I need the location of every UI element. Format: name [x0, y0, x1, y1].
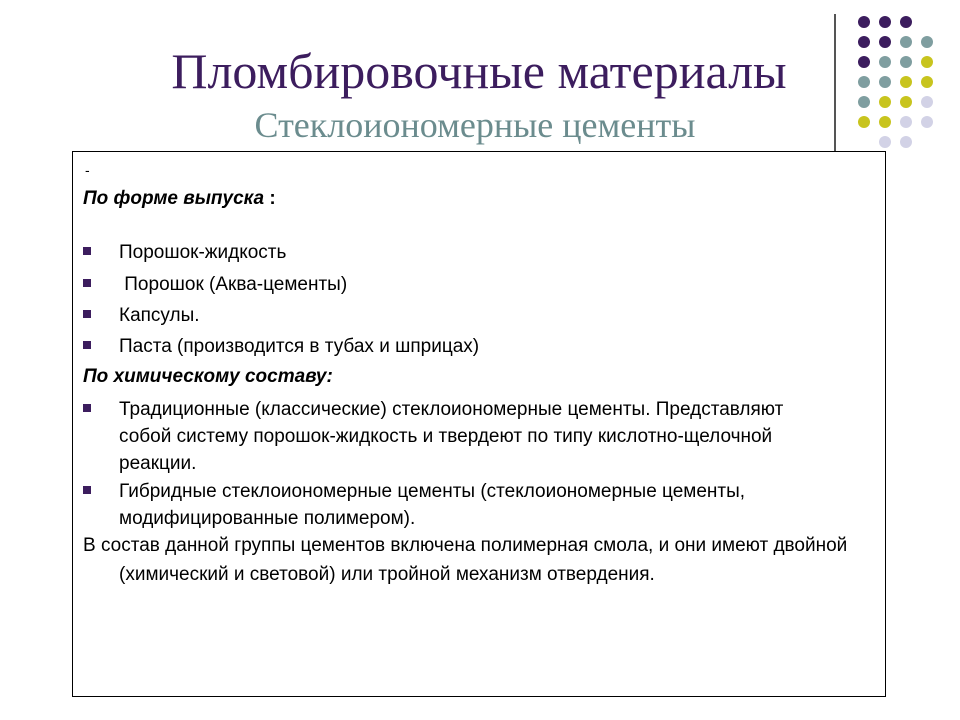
- dot: [879, 36, 891, 48]
- dot: [879, 96, 891, 108]
- dot: [900, 136, 912, 148]
- dot: [858, 56, 870, 68]
- content-box: [72, 151, 886, 697]
- dot: [900, 76, 912, 88]
- dot: [879, 116, 891, 128]
- dot: [921, 96, 933, 108]
- square-bullet-icon: [83, 247, 91, 255]
- list-item-text: Капсулы.: [119, 305, 200, 326]
- list-item-text: Порошок-жидкость: [119, 242, 287, 263]
- dot: [921, 56, 933, 68]
- dot: [879, 16, 891, 28]
- square-bullet-icon: [83, 279, 91, 287]
- dot: [858, 116, 870, 128]
- list-item-text: Гибридные стеклоиономерные цементы (стеклоиономерные цементы, модифицированные полимером).: [119, 481, 746, 529]
- dot: [858, 76, 870, 88]
- list-item-text: Порошок (Аква-цементы): [119, 274, 348, 295]
- section-heading-text: По форме выпуска: [83, 188, 265, 209]
- stray-dash: -: [85, 162, 90, 178]
- dot: [858, 36, 870, 48]
- dot: [921, 76, 933, 88]
- dot: [900, 16, 912, 28]
- section-heading-release-form: [83, 188, 276, 210]
- slide-subtitle: Стеклоиономерные цементы: [254, 105, 696, 145]
- dot: [900, 96, 912, 108]
- closing-paragraph: В состав данной группы цементов включена полимерная смола, и они имеют двойной (химический и световой) или тройной механизм отвердения.: [83, 535, 848, 585]
- dot: [921, 116, 933, 128]
- dot: [879, 136, 891, 148]
- list-item-text: Паста (производится в тубах и шприцах): [119, 336, 480, 357]
- square-bullet-icon: [83, 404, 91, 412]
- section-heading-chemical-composition: По химическому составу:: [83, 366, 333, 387]
- dot: [921, 36, 933, 48]
- dot: [879, 76, 891, 88]
- section-heading-colon: :: [264, 188, 276, 209]
- dot: [900, 56, 912, 68]
- dot: [858, 16, 870, 28]
- square-bullet-icon: [83, 486, 91, 494]
- dot: [879, 56, 891, 68]
- square-bullet-icon: [83, 310, 91, 318]
- dot: [858, 96, 870, 108]
- decorative-dots-grid: [848, 8, 948, 158]
- list-item-text: Традиционные (классические) стеклоиономерные цементы. Представляют собой систему порошок-жидкость и твердеют по типу кислотно-щелочной реакции.: [119, 399, 784, 474]
- slide-title: Пломбировочные материалы: [171, 43, 787, 99]
- dot: [900, 116, 912, 128]
- dot: [900, 36, 912, 48]
- square-bullet-icon: [83, 341, 91, 349]
